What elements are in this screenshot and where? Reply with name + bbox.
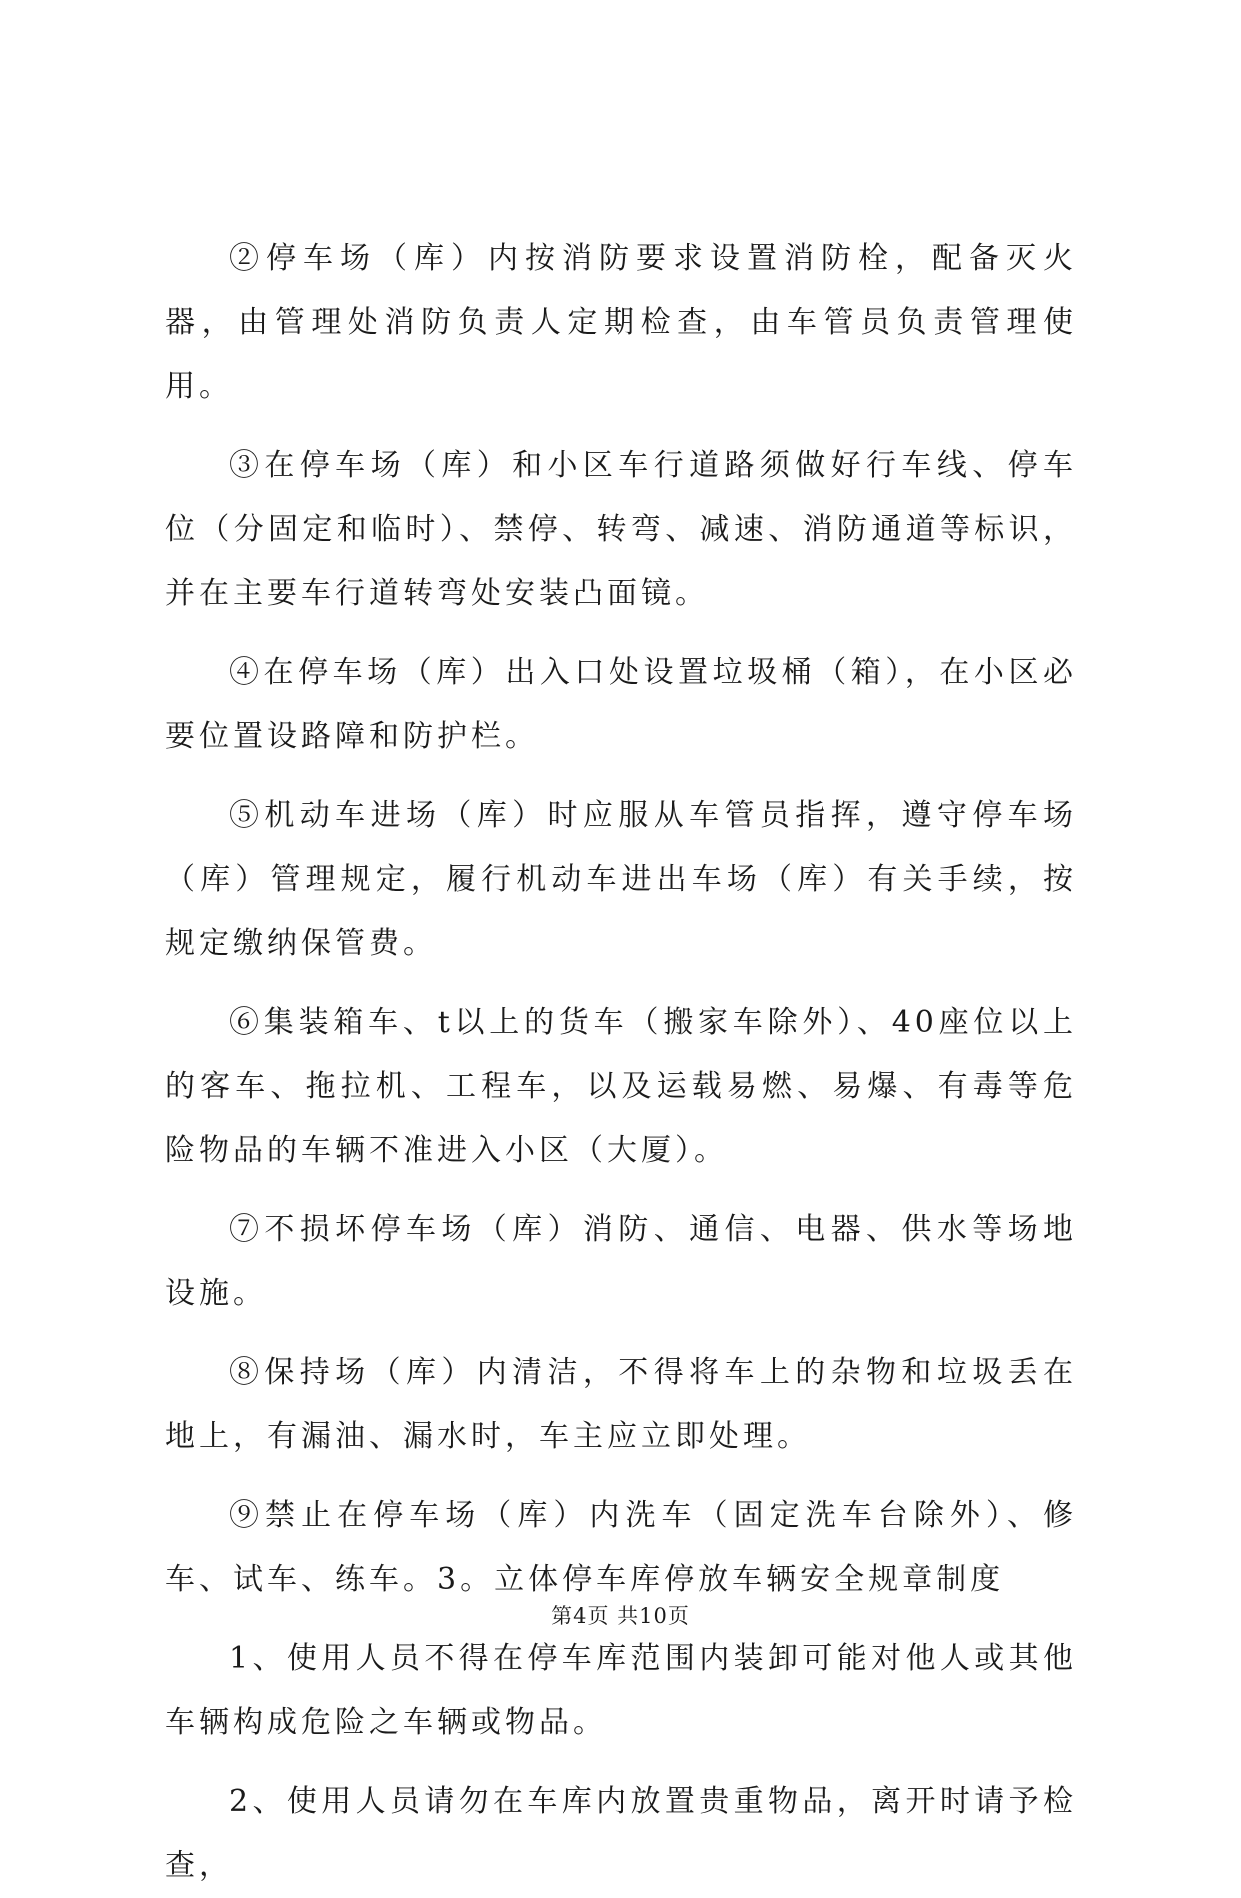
page-footer: 第4页 共10页 [551,1604,690,1628]
paragraph-road-markings: ③在停车场（库）和小区车行道路须做好行车线、停车位（分固定和临时）、禁停、转弯、减速、消防通道等标识，并在主要车行道转弯处安装凸面镜。 [165,448,1077,611]
paragraph-fire-equipment: ②停车场（库）内按消防要求设置消防栓，配备灭火器，由管理处消防负责人定期检查，由车管员负责管理使用。 [165,241,1077,404]
paragraph-rule-1: 1、使用人员不得在停车库范围内装卸可能对他人或其他车辆构成危险之车辆或物品。 [165,1641,1077,1740]
paragraph-facility-protection: ⑦不损坏停车场（库）消防、通信、电器、供水等场地设施。 [165,1212,1077,1311]
paragraph-prohibited-activities: ⑨禁止在停车场（库）内洗车（固定洗车台除外）、修车、试车、练车。3。立体停车库停放车辆安全规章制度 [165,1498,1077,1597]
document-body [165,227,1077,1898]
paragraph-trash-barriers: ④在停车场（库）出入口处设置垃圾桶（箱），在小区必要位置设路障和防护栏。 [165,655,1077,754]
paragraph-rule-2: 2、使用人员请勿在车库内放置贵重物品，离开时请予检查， [165,1784,1077,1883]
paragraph-prohibited-vehicles: ⑥集装箱车、t以上的货车（搬家车除外）、40座位以上的客车、拖拉机、工程车，以及运载易燃、易爆、有毒等危险物品的车辆不准进入小区（大厦）。 [165,1005,1077,1168]
paragraph-entry-rules: ⑤机动车进场（库）时应服从车管员指挥，遵守停车场（库）管理规定，履行机动车进出车场（库）有关手续，按规定缴纳保管费。 [165,798,1077,961]
paragraph-cleanliness: ⑧保持场（库）内清洁，不得将车上的杂物和垃圾丢在地上，有漏油、漏水时，车主应立即处理。 [165,1355,1077,1454]
